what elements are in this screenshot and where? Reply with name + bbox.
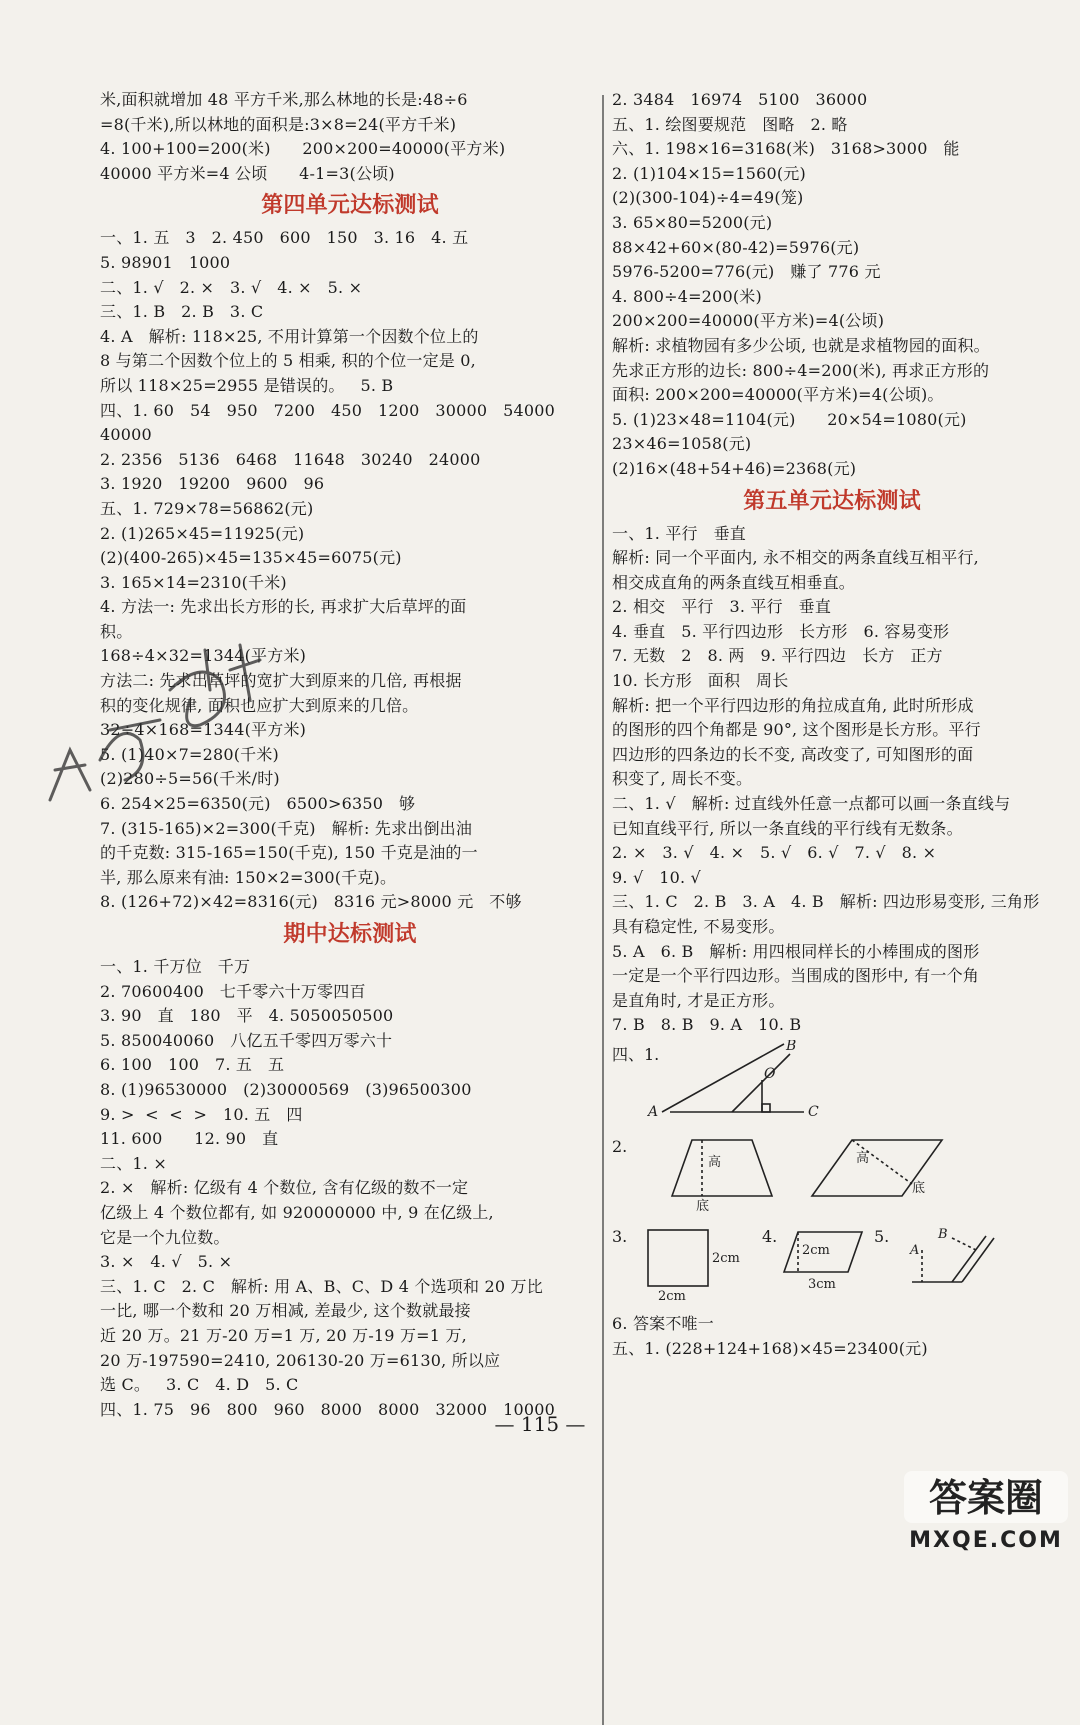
answer-line: 32÷4×168=1344(平方米) <box>100 720 307 740</box>
answer-line: 7. B 8. B 9. A 10. B <box>612 1015 802 1035</box>
answer-line: 2. 2356 5136 6468 11648 30240 24000 <box>100 449 481 469</box>
answer-line: 三、1. C 2. B 3. A 4. B 解析: 四边形易变形, 三角形 <box>612 892 1040 912</box>
square-bottom-label: 2cm <box>658 1288 686 1304</box>
right-angle-mark <box>762 1104 770 1112</box>
answer-line: 解析: 求植物园有多少公顷, 也就是求植物园的面积。 <box>612 335 990 355</box>
answer-line: 一比, 哪一个数和 20 万相减, 差最少, 这个数就最接 <box>100 1301 471 1321</box>
answer-line: 8 与第二个因数个位上的 5 相乘, 积的个位一定是 0, <box>100 351 476 371</box>
answer-line: 的千克数: 315-165=150(千克), 150 千克是油的一 <box>100 843 478 863</box>
answer-line: 8. (1)96530000 (2)30000569 (3)96500300 <box>100 1079 472 1099</box>
diagram-label: 四、1. <box>612 1044 660 1064</box>
answer-line: 10. 长方形 面积 周长 <box>612 671 789 691</box>
answer-line: 亿级上 4 个数位都有, 如 920000000 中, 9 在亿级上, <box>100 1202 494 1222</box>
answer-line: 20 万-197590=2410, 206130-20 万=6130, 所以应 <box>100 1350 501 1370</box>
answer-line: 五、1. 729×78=56862(元) <box>100 498 314 518</box>
section-heading: 第五单元达标测试 <box>743 488 921 514</box>
answer-line: 2. × 3. √ 4. × 5. √ 6. √ 7. √ 8. × <box>612 843 937 863</box>
answer-line: 6. 254×25=6350(元) 6500>6350 够 <box>100 794 416 814</box>
answer-line: 4. A 解析: 118×25, 不用计算第一个因数个位上的 <box>100 326 479 346</box>
answer-line: 2. (1)104×15=1560(元) <box>612 163 806 183</box>
watermark-line2: MXQE.COM <box>909 1528 1063 1553</box>
section-heading: 期中达标测试 <box>283 922 417 947</box>
answer-line: (2)(400-265)×45=135×45=6075(元) <box>100 548 402 568</box>
height-drawing-diagram <box>612 1132 1052 1212</box>
answer-line: 4. 100+100=200(米) 200×200=40000(平方米) <box>100 139 506 159</box>
answer-line: 是直角时, 才是正方形。 <box>612 990 785 1010</box>
answer-line: 88×42+60×(80-42)=5976(元) <box>612 237 860 257</box>
answer-line: 积。 <box>100 621 133 641</box>
handwritten-signature <box>30 630 270 830</box>
square-side-label: 2cm <box>712 1250 740 1266</box>
answer-line: =8(千米),所以林地的面积是:3×8=24(平方千米) <box>100 114 457 134</box>
parallel-line <box>732 1054 790 1112</box>
answer-line: 4. 垂直 5. 平行四边形 长方形 6. 容易变形 <box>612 621 950 641</box>
answer-line: 近 20 万。21 万-20 万=1 万, 20 万-19 万=1 万, <box>100 1325 467 1345</box>
answer-line: 3. 90 直 180 平 4. 5050050500 <box>100 1006 394 1026</box>
watermark-line1: 答案圈 <box>928 1476 1044 1520</box>
point-b-label: B <box>786 1039 797 1054</box>
answer-line: 具有稳定性, 不易变形。 <box>612 917 785 936</box>
answer-line: 3. 1920 19200 9600 96 <box>100 474 325 494</box>
diagram-label-3: 3. <box>612 1226 628 1246</box>
watermark-logo <box>900 1465 1072 1555</box>
point-c-label: C <box>808 1103 819 1120</box>
answer-line: 5976-5200=776(元) 赚了 776 元 <box>612 262 881 282</box>
answer-line: 200×200=40000(平方米)=4(公顷) <box>612 311 885 331</box>
answer-line: 3. 165×14=2310(千米) <box>100 572 287 592</box>
answer-line: 半, 那么原来有油: 150×2=300(千克)。 <box>100 867 397 887</box>
answer-line: 5. 850040060 八亿五千零四万零六十 <box>100 1030 393 1050</box>
answer-line: 四、1. 75 96 800 960 8000 8000 32000 10000 <box>100 1399 555 1419</box>
parallelogram-2-height-label: 2cm <box>802 1242 830 1258</box>
diagram-label: 2. <box>612 1136 628 1156</box>
answer-line: 它是一个九位数。 <box>100 1227 230 1247</box>
answer-line: 三、1. B 2. B 3. C <box>100 302 264 322</box>
point-o-label: O <box>764 1065 776 1082</box>
answer-line: 7. (315-165)×2=300(千克) 解析: 先求出倒出油 <box>100 818 473 838</box>
answer-line: 40000 平方米=4 公顷 4-1=3(公顷) <box>100 163 395 183</box>
square <box>648 1230 708 1286</box>
trapezoid-base-label: 底 <box>696 1198 710 1212</box>
answer-line: 2. 3484 16974 5100 36000 <box>612 90 868 109</box>
trapezoid-height-label: 高 <box>708 1154 722 1170</box>
answer-line: 168÷4×32=1344(平方米) <box>100 646 307 666</box>
answer-line: 40000 <box>100 425 152 445</box>
answer-line: (2)280÷5=56(千米/时) <box>100 769 280 789</box>
answer-line: 2. (1)265×45=11925(元) <box>100 523 305 543</box>
right-column <box>612 88 1052 1361</box>
answer-line: 方法二: 先求出草坪的宽扩大到原来的几倍, 再根据 <box>100 671 462 691</box>
answer-line: (2)16×(48+54+46)=2368(元) <box>612 458 857 478</box>
answer-line: 积变了, 周长不变。 <box>612 769 753 789</box>
answer-line: 6. 答案不唯一 <box>612 1313 714 1333</box>
point-a-label: A <box>648 1103 659 1120</box>
parallelogram-base-label: 底 <box>912 1180 926 1196</box>
answer-line: (2)(300-104)÷4=49(笼) <box>612 188 804 208</box>
answer-line: 的图形的四个角都是 90°, 这个图形是长方形。平行 <box>612 720 981 740</box>
answer-line: 2. × 解析: 亿级有 4 个数位, 含有亿级的数不一定 <box>100 1178 469 1198</box>
answer-line: 已知直线平行, 所以一条直线的平行线有无数条。 <box>612 818 963 838</box>
answer-line: 选 C。 3. C 4. D 5. C <box>100 1375 299 1395</box>
page-number: — 115 — <box>494 1412 586 1436</box>
answer-line: 二、1. √ 2. × 3. √ 4. × 5. × <box>100 277 363 297</box>
answer-line: 3. × 4. √ 5. × <box>100 1252 233 1272</box>
answer-line: 五、1. (228+124+168)×45=23400(元) <box>612 1338 928 1358</box>
answer-line: 4. 方法一: 先求出长方形的长, 再求扩大后草坪的面 <box>100 597 467 617</box>
answer-line: 先求正方形的边长: 800÷4=200(米), 再求正方形的 <box>612 360 990 380</box>
answer-line: 四边形的四条边的长不变, 高改变了, 可知图形的面 <box>612 744 974 764</box>
answer-line: 二、1. × <box>100 1153 167 1173</box>
answer-line: 一定是一个平行四边形。当围成的图形中, 有一个角 <box>612 966 979 986</box>
answer-line: 积的变化规律, 面积也应扩大到原来的几倍。 <box>100 695 419 715</box>
answer-line: 一、1. 五 3 2. 450 600 150 3. 16 4. 五 <box>100 228 469 248</box>
answer-line: 2. 相交 平行 3. 平行 垂直 <box>612 597 832 617</box>
perpendicular-b <box>952 1238 976 1250</box>
answer-line: 5. (1)40×7=280(千米) <box>100 744 279 764</box>
answer-line: 一、1. 千万位 千万 <box>100 957 251 976</box>
answer-line: 5. (1)23×48=1104(元) 20×54=1080(元) <box>612 409 967 429</box>
diagram-label-5: 5. <box>874 1226 890 1246</box>
trapezoid <box>672 1140 772 1196</box>
answer-line: 一、1. 平行 垂直 <box>612 523 747 543</box>
section-heading: 第四单元达标测试 <box>261 193 439 219</box>
answer-line: 四、1. 60 54 950 7200 450 1200 30000 54000 <box>100 400 555 420</box>
diagram-label-4: 4. <box>762 1226 778 1246</box>
shapes-diagram <box>612 1222 1052 1304</box>
point-a-label: A <box>910 1242 920 1258</box>
answer-line: 解析: 把一个平行四边形的角拉成直角, 此时所形成 <box>612 695 974 715</box>
answer-line: 六、1. 198×16=3168(米) 3168>3000 能 <box>612 139 960 159</box>
answer-line: 23×46=1058(元) <box>612 434 752 454</box>
answer-line: 5. 98901 1000 <box>100 252 231 272</box>
answer-line: 二、1. √ 解析: 过直线外任意一点都可以画一条直线与 <box>612 794 1011 814</box>
answer-line: 2. 70600400 七千零六十万零四百 <box>100 981 366 1001</box>
answer-line: 11. 600 12. 90 直 <box>100 1129 279 1149</box>
answer-line: 7. 无数 2 8. 两 9. 平行四边 长方 正方 <box>612 646 943 666</box>
answer-line: 三、1. C 2. C 解析: 用 A、B、C、D 4 个选项和 20 万比 <box>100 1276 543 1296</box>
answer-line: 6. 100 100 7. 五 五 <box>100 1055 285 1075</box>
answer-line: 5. A 6. B 解析: 用四根同样长的小棒围成的图形 <box>612 941 980 961</box>
answer-line: 9. > < < > 10. 五 四 <box>100 1104 303 1124</box>
answer-line: 五、1. 绘图要规范 图略 2. 略 <box>612 114 848 134</box>
parallelogram-2-base-label: 3cm <box>808 1276 836 1292</box>
answer-line: 解析: 同一个平面内, 永不相交的两条直线互相平行, <box>612 548 979 568</box>
answer-line: 8. (126+72)×42=8316(元) 8316 元>8000 元 不够 <box>100 892 522 912</box>
parallel-perpendicular-diagram <box>612 1040 1052 1122</box>
angle-side-2 <box>952 1236 986 1282</box>
answer-line: 9. √ 10. √ <box>612 867 701 887</box>
point-b-label: B <box>938 1226 948 1242</box>
answer-line: 米,面积就增加 48 平方千米,那么林地的长是:48÷6 <box>100 90 468 109</box>
answer-line: 所以 118×25=2955 是错误的。 5. B <box>100 375 394 395</box>
answer-line: 3. 65×80=5200(元) <box>612 212 773 232</box>
answer-line: 相交成直角的两条直线互相垂直。 <box>612 572 856 592</box>
angle-side-1 <box>962 1238 994 1282</box>
parallelogram-height-label: 高 <box>856 1150 870 1166</box>
answer-line: 面积: 200×200=40000(平方米)=4(公顷)。 <box>612 385 944 405</box>
answer-line: 4. 800÷4=200(米) <box>612 286 762 306</box>
column-divider <box>602 95 604 1725</box>
